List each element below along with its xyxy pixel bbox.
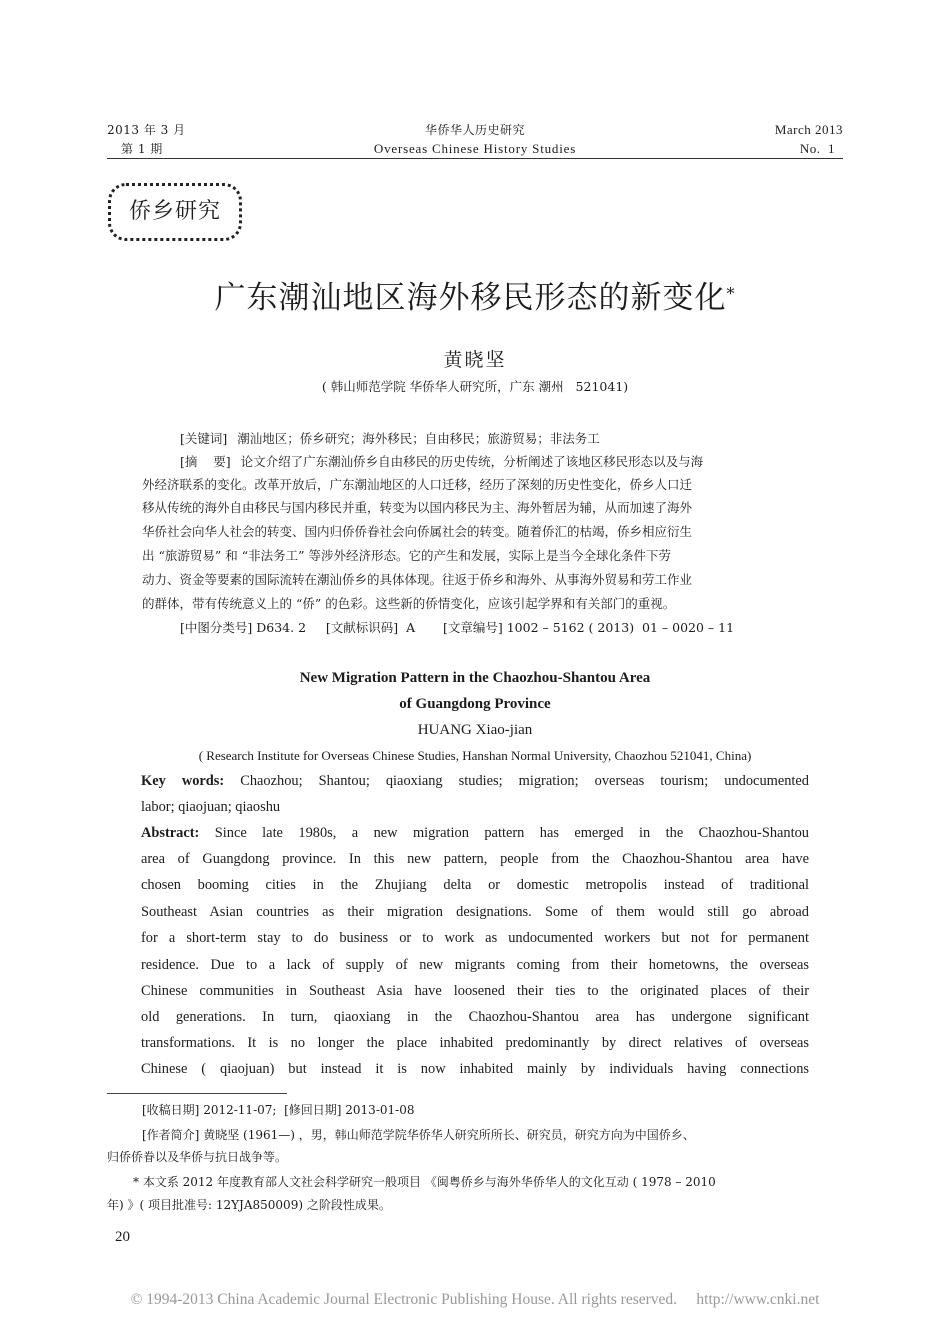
abstract-en-line: Chinese communities in Southeast Asia have loosened their ties to the originated places of their — [141, 983, 809, 999]
copyright-watermark: © 1994-2013 China Academic Journal Electronic Publishing House. All rights reserved. http://www.cnki.net — [130, 1291, 820, 1308]
doc-code-label: [文献标识码] — [325, 620, 399, 635]
classification-line — [180, 616, 734, 640]
footnote-rule — [107, 1093, 287, 1094]
footnote-fund-cont: 年) 》( 项目批准号: 12YJA850009) 之阶段性成果。 — [107, 1198, 391, 1212]
title-en-line1: New Migration Pattern in the Chaozhou-Shantou Area — [299, 670, 651, 686]
column-label-box — [108, 183, 242, 241]
abstract-en-line: transformations. It is no longer the place inhabited predominantly by direct relatives of overseas — [141, 1035, 809, 1051]
footnote-fund: * 本文系 2012 年度教育部人文社会科学研究一般项目 《闽粤侨乡与海外华侨华人的文化互动 ( 1978 – 2010 — [133, 1175, 716, 1189]
title-en-line2: of Guangdong Province — [399, 696, 551, 712]
author-bio-text: 黄晓坚 (1961—) ，男，韩山师范学院华侨华人研究所所长、研究员，研究方向为中国侨乡、 — [203, 1128, 695, 1142]
header-journal-en: Overseas Chinese History Studies — [373, 141, 577, 156]
keywords-en-line1 — [141, 768, 809, 794]
affiliation-en: ( Research Institute for Overseas Chinese Studies, Hanshan Normal University, Chaozhou 521041, China) — [198, 748, 752, 763]
abstract-cn-line: 的群体，带有传统意义上的 “侨” 的色彩。这些新的侨情变化，应该引起学界和有关部门的重视。 — [142, 596, 676, 611]
abstract-en-line: area of Guangdong province. In this new pattern, people from the Chaozhou-Shantou area have — [141, 851, 809, 867]
received-date: 2012-11-07; — [203, 1103, 277, 1117]
abstract-en-line: residence. Due to a lack of supply of new migrants coming from their hometowns, the overseas — [141, 957, 809, 973]
abstract-en-line: Southeast Asian countries as their migration designations. Some of them would still go abroad — [141, 904, 809, 920]
abstract-cn-line: 外经济联系的变化。改革开放后，广东潮汕地区的人口迁移，经历了深刻的历史性变化，侨乡人口迁 — [142, 477, 693, 492]
abstract-en-first — [141, 820, 809, 846]
received-label: [收稿日期] — [142, 1103, 200, 1117]
keywords-cn-text: 潮汕地区；侨乡研究；海外移民；自由移民；旅游贸易；非法务工 — [237, 431, 600, 446]
doc-code-value: A — [406, 620, 416, 635]
footnote-author — [142, 1124, 695, 1146]
header-month-en: March 2013 — [774, 122, 843, 137]
revised-label: [修回日期] — [284, 1103, 342, 1117]
abstract-en-line: old generations. In turn, qiaoxiang in the Chaozhou-Shantou area has undergone significant — [141, 1009, 809, 1025]
abstract-cn-line: 华侨社会向华人社会的转变、国内归侨侨眷社会向侨属社会的转变。随着侨汇的枯竭，侨乡相应衍生 — [142, 524, 693, 539]
header-issue: 第 1 期 — [121, 142, 163, 156]
abstract-en-line: Chinese ( qiaojuan) but instead it is now inhabited mainly by individuals having connections — [141, 1061, 809, 1077]
keywords-en-label: Key words: — [141, 773, 225, 789]
keywords-en-line2: labor; qiaojuan; qiaoshu — [141, 799, 281, 815]
keywords-en-text: Chaozhou; Shantou; qiaoxiang studies; migration; overseas tourism; undocumented — [240, 773, 809, 789]
abstract-cn-label: [摘 要] — [180, 454, 231, 469]
abstract-cn-line: 动力、资金等要素的国际流转在潮汕侨乡的具体体现。往返于侨乡和海外、从事海外贸易和劳工作业 — [142, 572, 693, 587]
abstract-cn-line: 移从传统的海外自由移民与国内移民并重，转变为以国内移民为主、海外暂居为辅，从而加速了海外 — [142, 500, 693, 515]
clc-value: D634. 2 — [256, 620, 307, 635]
keywords-cn — [180, 427, 600, 451]
author-en: HUANG Xiao-jian — [417, 722, 533, 738]
abstract-cn-first — [180, 450, 703, 474]
abstract-cn-line: 论文介绍了广东潮汕侨乡自由移民的历史传统，分析阐述了该地区移民形态以及与海 — [240, 454, 704, 469]
article-number-label: [文章编号] — [442, 620, 503, 635]
keywords-cn-label: [关键词] — [180, 431, 228, 446]
abstract-en-line: chosen booming cities in the Zhujiang delta or domestic metropolis instead of traditional — [141, 877, 809, 893]
article-title-text: 广东潮汕地区海外移民形态的新变化 — [214, 280, 727, 316]
abstract-en-line: for a short-term stay to do business or to work as undocumented workers but not for permanent — [141, 930, 809, 946]
footnote-author-cont: 归侨侨眷以及华侨与抗日战争等。 — [107, 1150, 288, 1164]
abstract-en-line: Since late 1980s, a new migration pattern has emerged in the Chaozhou-Shantou — [214, 825, 809, 841]
abstract-en-label: Abstract: — [141, 825, 200, 841]
header-journal-cn: 华侨华人历史研究 — [424, 123, 525, 137]
author-cn: 黄晓坚 — [443, 349, 507, 371]
footnote-dates — [142, 1099, 414, 1121]
page-number: 20 — [115, 1229, 130, 1245]
affiliation-cn: ( 韩山师范学院 华侨华人研究所，广东 潮州 521041) — [321, 379, 629, 394]
header-rule — [107, 158, 843, 159]
title-footnote-mark: * — [726, 284, 736, 303]
revised-date: 2013-01-08 — [345, 1103, 415, 1117]
column-label: 侨乡研究 — [128, 199, 221, 224]
author-bio-label: [作者简介] — [142, 1128, 200, 1142]
clc-label: [中图分类号] — [180, 620, 253, 635]
abstract-cn-line: 出 “旅游贸易” 和 “非法务工” 等涉外经济形态。它的产生和发展，实际上是当今全球化条件下劳 — [142, 548, 671, 563]
article-number-value: 1002 – 5162 ( 2013) 01 – 0020 – 11 — [506, 620, 735, 635]
article-title — [0, 276, 950, 320]
header-number-en: No. 1 — [799, 141, 835, 156]
header-date: 2013 年 3 月 — [107, 123, 186, 137]
